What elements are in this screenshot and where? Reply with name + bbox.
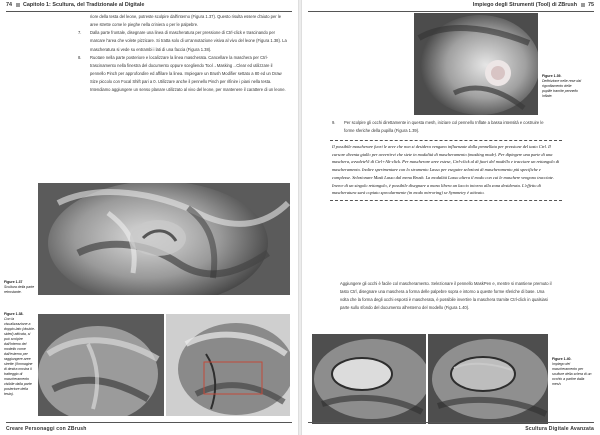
tip-callout-box [330,140,562,201]
left-page [0,0,298,435]
figure-1-39-caption [542,74,582,99]
figure-1-38-caption [4,312,36,397]
step-7-number: 7. [78,30,82,36]
right-body-paragraph: Aggiungere gli occhi è facile col mascheramento. Selezionare il pennello MaskPen e, mentre si mantiene premuto il tasto Ctrl, disegnare una maschera a forma delle palpebre sopra e intorno a queste forme sferiche di base. Una volta che la forma degli occhi esposti è mascherata, è possibile invertire la maschera tramite Ctrl-click in qualsiasi parte sullo sfondo del documento all'esterno del modello (Figura 1.40). [340,281,552,311]
step-8-text: Ruotare nella parte posteriore e localizzare la linea mascherata. Cancellare la maschera per Ctrl-trascinamento nella finestra del documento oppure scegliendo Tool→Masking→Clear ed utilizzare il pennello Pinch per approfondire ed affilare la linea. Impiegare un Brush Modifier settato a 80 ed un Draw Size piccolo con Focal Shift pari a 0. Utilizzare anche il pennello Pinch per rifinire i piani nella testa. Intendiamo aggiungere un senso planare utilizzato al vivo del leone, per mantenere il carattere di un leone. [90,54,286,93]
step-9-number: 9. [332,120,336,125]
lion-head-back-render [38,183,290,295]
header-separator-icon [581,3,585,7]
right-footer-rule [308,422,594,423]
left-footer: Creare Personaggi con ZBrush [6,426,87,432]
figure-1-40-right-image [428,334,548,424]
figure-1-37-caption [4,280,36,295]
step-8-number: 8. [78,54,82,60]
figure-1-38-caption-text: Con la visualizzazione a doppio-lato (double-sided) attivata, si può scolpire dall'interno del modello come dall'esterno per raggiungere aree strette (l'immagine di destra mostra il tratteggio di mascheramento visibile dalla parte posteriore della testa). [4,317,36,396]
tip-callout-text: Il possibile mascherare fuori le aree che non si desidera vengano influenzate dalla pennellata per pressione del tasto Ctrl. Il cursore diventa giallo per avvertirvi che siete in modalità di mascheramento (masking mode). Per dipingere una parte di una maschera, avvaleteVi di Ctrl+Alt-click. Per mascherare aree estese, Ctrl-click al di fuori del modello e tracciare un rettangolo di mascheramento. Inoltre sperimentare con lo strumento Lasso per eseguire selezioni di mascheramento più specifiche e complesse. Selezionare Mask Lasso dal menu Brush. La modalità Lasso altera il modo con cui le maschere vengono tracciate. Invece di un singolo rettangolo, è possibile disegnare a mano libera un laccio intorno alla zona desiderata. L'effetto di mascheratura sarà copiato specularmente (in modo mirroring) se Symmetry è attivato. [332,144,560,196]
eye-mask-render-left [312,334,426,424]
left-header-rule [6,11,292,12]
figure-1-40-label: Figure 1.40. [552,357,572,361]
figure-1-40-left-image [312,334,426,424]
figure-1-39-caption-text: Definizione nelle rese dal rigonfiamento delle pupille tramite pennello Inflate. [542,79,582,98]
lion-eye-render [414,13,538,115]
continuation-paragraph: riore della testa del leone, potreste scolpire dall'interno (Figura 1.37). Questo risulta essere d'aiuto per le aree strette come le pieghe nella criniera o per le palpebre. [90,14,282,28]
left-body-text [78,13,288,95]
left-page-number: 74 [6,2,12,8]
step-9 [332,119,546,135]
right-page [302,0,600,435]
right-header-rule [308,11,594,12]
step-9-text: Per scolpire gli occhi direttamente in questa mesh, iniziare col pennello Inflate a bassa intensità e costruire le forme sferiche della pupilla (Figura 1.39). [344,120,544,134]
figure-1-38-label: Figure 1.38. [4,312,24,316]
figure-1-37-image [38,183,290,295]
figure-1-39-label: Figure 1.39. [542,74,562,78]
right-header-title: Impiego degli Strumenti (Tool) di ZBrush [472,2,577,8]
lion-mask-render [166,314,290,416]
figure-1-39-image [414,13,538,115]
eye-mask-render-right [428,334,548,424]
left-footer-rule [6,422,292,423]
step-7-text: Dalla parte frontale, disegnare una linea di mascheratura per pressione di Ctrl-click e trascinando per marcare l'area che volete pizzicare. Si tratta solo di un'annotazione visiva al vivo del leone (Figura 1.38). La mascheratura si vede su entrambi i lati di una faccia (Figura 1.38). [90,30,287,52]
left-chapter-title: Capitolo 1: Scultura, del Tradizionale al Digitale [23,2,145,8]
figure-1-37-caption-text: Scultura della parte retrostante. [4,285,35,294]
header-separator-icon [16,3,20,7]
right-footer: Scultura Digitale Avanzata [525,426,594,432]
step-7 [78,29,288,53]
right-page-number: 75 [588,2,594,8]
lion-inside-render [38,314,164,416]
figure-1-38-left-image [38,314,164,416]
figure-1-38-right-image [166,314,290,416]
left-running-header [6,2,144,8]
right-running-header [473,2,594,8]
figure-1-40-caption-text: Impiego del mascheramento per sculture della sclera di un occhio a partire dalla mesh. [552,362,592,386]
figure-1-40-caption [552,357,592,387]
step-8 [78,54,288,95]
figure-1-37-label: Figure 1.37 [4,280,23,284]
